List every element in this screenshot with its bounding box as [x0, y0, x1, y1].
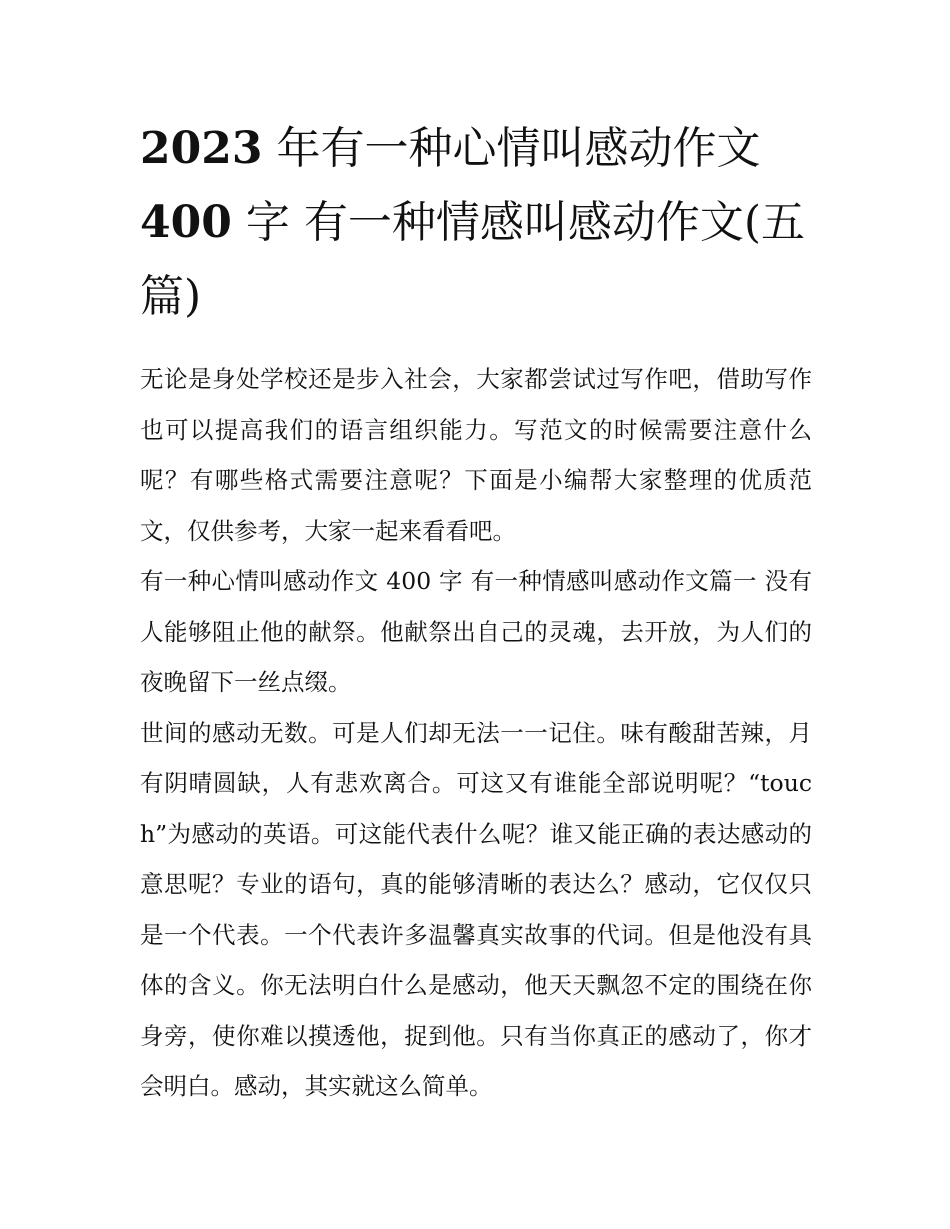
- title-text-1: 年有一种心情叫感动作文: [262, 123, 761, 174]
- title-text-2: 字 有一种情感叫感动作文(五篇): [140, 197, 805, 322]
- title-count: 400: [140, 197, 232, 248]
- document-title: [140, 112, 812, 334]
- essay-body-paragraph: 世间的感动无数。可是人们却无法一一记住。味有酸甜苦辣，月有阴晴圆缺，人有悲欢离合。可这又有谁能全部说明呢？“touch”为感动的英语。可这能代表什么呢？谁又能正确的表达感动的意思呢？专业的语句，真的能够清晰的表达么？感动，它仅仅只是一个代表。一个代表许多温馨真实故事的代词。但是他没有具体的含义。你无法明白什么是感动，他天天飘忽不定的围绕在你身旁，使你难以摸透他，捉到他。只有当你真正的感动了，你才会明白。感动，其实就这么简单。: [140, 718, 812, 1100]
- intro-paragraph: 无论是身处学校还是步入社会，大家都尝试过写作吧，借助写作也可以提高我们的语言组织能力。写范文的时候需要注意什么呢？有哪些格式需要注意呢？下面是小编帮大家整理的优质范文，仅供参考，大家一起来看看吧。: [140, 365, 812, 545]
- title-year: 2023: [140, 123, 263, 174]
- document-content: [140, 112, 812, 1112]
- essay-opening-paragraph: 有一种心情叫感动作文 400 字 有一种情感叫感动作文篇一 没有人能够阻止他的献祭。他献祭出自己的灵魂，去开放，为人们的夜晚留下一丝点缀。: [140, 567, 812, 696]
